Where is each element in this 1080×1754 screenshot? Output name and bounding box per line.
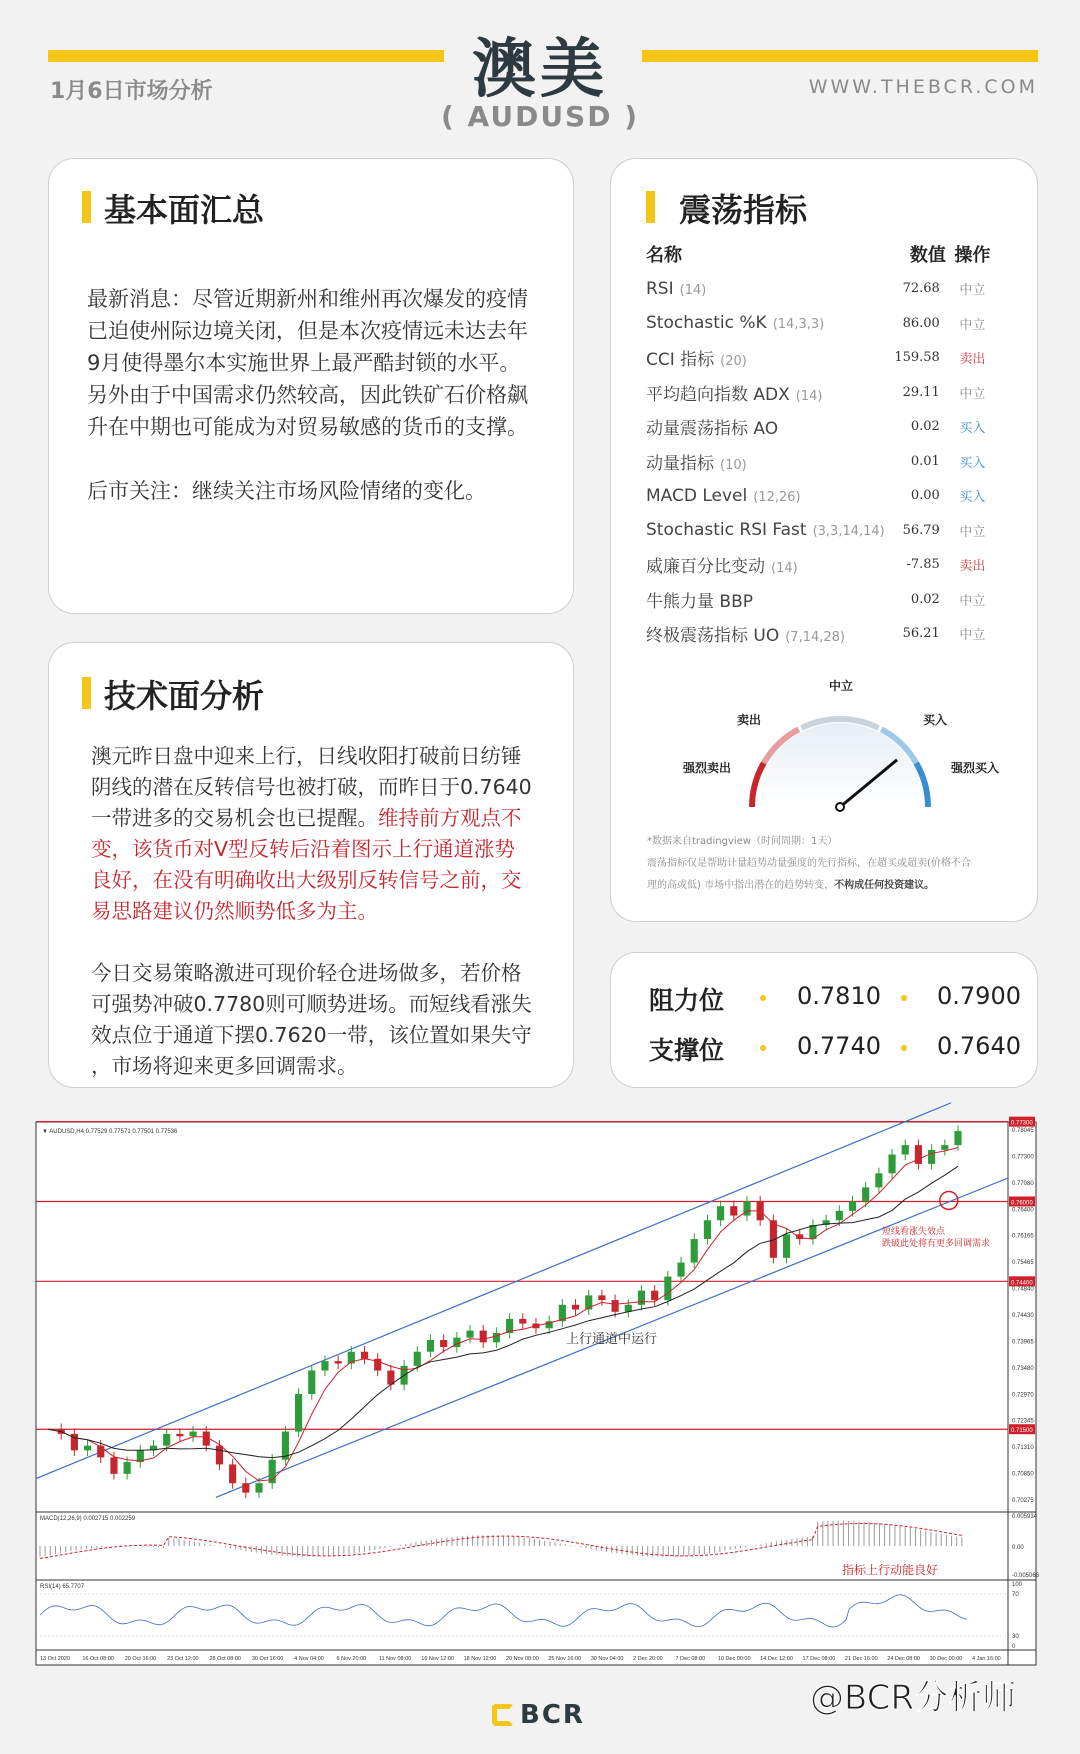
text-line: 最新消息：尽管近期新州和维州再次爆发的疫情: [87, 287, 528, 311]
x-tick-label: 16 Oct 08:00: [82, 1656, 114, 1662]
rsi-tick-label: 30: [1012, 1634, 1019, 1640]
section-marker: [82, 191, 91, 223]
indicator-value: 0.02: [910, 419, 940, 435]
candle-body: [308, 1371, 315, 1394]
page-subtitle: ( AUDUSD ): [440, 100, 640, 133]
indicator-name: [646, 444, 892, 479]
oscillator-note: [647, 831, 1017, 897]
fundamentals-text: [87, 283, 557, 507]
chart-annotation-break: 短线看涨失效点: [882, 1227, 946, 1237]
indicator-action: 中立: [959, 317, 986, 333]
header-action: 操作: [954, 245, 991, 267]
indicator-params: (14): [771, 561, 798, 577]
support-2: 0.7640: [937, 1032, 1021, 1060]
indicator-action: 中立: [959, 283, 986, 299]
y-tick-label: 0.75465: [1012, 1260, 1034, 1267]
indicator-row: [646, 410, 991, 445]
indicator-name: [646, 272, 892, 307]
indicator-label: RSI: [646, 278, 674, 299]
x-tick-label: 14 Dec 12:00: [760, 1656, 793, 1662]
text-line: ，市场将迎来更多回调需求。: [91, 1054, 358, 1078]
indicator-row: [646, 582, 991, 617]
indicator-name: [646, 306, 892, 341]
candle-body: [875, 1173, 882, 1187]
indicator-action: 中立: [959, 386, 986, 402]
weibo-watermark: @BCR分析师: [810, 1678, 1017, 1718]
candle-body: [862, 1187, 869, 1201]
indicator-params: (7,14,28): [785, 630, 845, 646]
table-header-row: [646, 237, 991, 272]
indicator-name: [646, 410, 892, 445]
gauge-label-buy: 买入: [923, 713, 948, 727]
y-tick-label: 0.70275: [1012, 1498, 1034, 1504]
indicator-params: (20): [720, 354, 747, 370]
indicator-action: 卖出: [959, 352, 986, 368]
level-tag-text: 0.74400: [1011, 1280, 1033, 1287]
indicator-params: (14): [679, 282, 707, 298]
text-line: [91, 865, 561, 896]
candle-body: [664, 1277, 671, 1300]
x-tick-label: 4 Nov 04:00: [294, 1656, 324, 1662]
indicator-value: 86.00: [902, 315, 940, 331]
x-tick-label: 10 Dec 00:00: [717, 1656, 751, 1662]
indicator-value: 56.21: [902, 626, 940, 642]
text-line: 今日交易策略激进可现价轻仓进场做多，若价格: [91, 961, 522, 985]
candle-body: [440, 1340, 447, 1347]
indicator-action: 中立: [959, 593, 986, 609]
text-line: 可强势冲破0.7780则可顺势进场。而短线看涨失: [91, 992, 532, 1016]
y-tick-label: 0.74430: [1012, 1313, 1034, 1319]
price-chart: [36, 1120, 1040, 1665]
x-tick-label: 30 Oct 16:00: [251, 1656, 284, 1662]
indicator-params: (3,3,14,14): [812, 524, 885, 540]
note-text: 理的高或低) 市场中指出潜在的趋势转变，: [647, 880, 835, 891]
indicator-label: CCI 指标: [646, 350, 715, 371]
candle-body: [691, 1239, 698, 1262]
indicator-action: 买入: [959, 455, 986, 471]
fundamentals-title: 基本面汇总: [104, 191, 265, 229]
indicator-row: [646, 444, 991, 479]
x-tick-label: 25 Nov 16:00: [548, 1656, 582, 1662]
candle-body: [743, 1201, 750, 1215]
x-tick-label: 16 Nov 12:00: [421, 1656, 454, 1662]
candle-body: [480, 1331, 487, 1343]
candle-body: [941, 1145, 948, 1150]
x-tick-label: 13 Oct 2020: [40, 1656, 70, 1662]
indicator-name: [646, 341, 892, 376]
candle-body: [783, 1234, 790, 1257]
header-value: 数值: [909, 245, 946, 267]
indicator-name: [646, 375, 892, 410]
indicator-row: [646, 375, 991, 410]
support-1: 0.7740: [797, 1032, 881, 1060]
text-line: 升在中期也可能成为对贸易敏感的货币的支撑。: [87, 415, 528, 439]
bcr-logo: BCR: [520, 1700, 585, 1730]
y-tick-label: 0.71310: [1012, 1445, 1034, 1452]
y-tick-label: 0.78045: [1012, 1128, 1034, 1134]
oscillators-card: [610, 158, 1038, 922]
x-tick-label: 6 Nov 20:00: [336, 1656, 367, 1662]
chart-annotation-channel: 上行通道中运行: [566, 1332, 658, 1347]
y-tick-label: 0.74840: [1012, 1286, 1034, 1293]
page-title: 澳美: [472, 33, 608, 107]
indicator-params: (14): [795, 388, 823, 404]
candle-body: [97, 1446, 104, 1458]
indicator-table: [646, 237, 991, 651]
text-line: 效点位于通道下摆0.7620一带，该位置如果失守: [91, 1023, 532, 1047]
level-tag-text: 0.77300: [1011, 1120, 1033, 1127]
technical-text: [91, 741, 561, 1082]
indicator-name: [646, 582, 892, 617]
text-highlight: 良好，在没有明确收出大级别反转信号之前，交: [91, 868, 522, 892]
candle-body: [361, 1352, 368, 1359]
x-tick-label: 21 Dec 16:00: [844, 1656, 878, 1662]
candle-body: [954, 1131, 961, 1145]
rsi-tick-label: 70: [1012, 1592, 1019, 1598]
indicator-row: [646, 272, 991, 307]
gauge-label-strong-buy: 强烈买入: [951, 761, 1000, 775]
macd-tick-label: 0.00: [1012, 1545, 1024, 1551]
chart-annotation-break: 跌破此处将有更多回调需求: [882, 1239, 991, 1249]
indicator-value: 29.11: [902, 384, 940, 400]
candle-body: [229, 1464, 236, 1483]
indicator-value: 0.00: [910, 488, 940, 504]
x-tick-label: 28 Oct 08:00: [209, 1656, 241, 1662]
macd-tick-label: -0.005066: [1012, 1573, 1040, 1579]
y-tick-label: 0.72345: [1012, 1418, 1034, 1425]
outlook-text: 后市关注：继续关注市场风险情绪的变化。: [87, 479, 486, 503]
levels-card: [610, 952, 1038, 1088]
macd-tick-label: 0.005934: [1012, 1514, 1038, 1520]
rsi-tick-label: 0: [1012, 1644, 1016, 1650]
candle-body: [888, 1155, 895, 1174]
indicator-name: [646, 548, 892, 583]
candle-body: [598, 1295, 605, 1300]
x-tick-label: 30 Dec 00:00: [929, 1656, 963, 1662]
candle-body: [176, 1434, 183, 1436]
x-tick-label: 20 Nov 08:00: [506, 1656, 539, 1662]
text-highlight: 维持前方观点不: [378, 806, 522, 830]
candle-body: [295, 1394, 302, 1432]
candle-body: [255, 1483, 262, 1492]
y-tick-label: 0.76400: [1012, 1207, 1034, 1214]
candle-body: [849, 1201, 856, 1210]
text-normal: 阴线的潜在反转信号也被打破，而昨日于0.7640: [91, 775, 532, 799]
fundamentals-card: [48, 158, 574, 614]
candle-body: [677, 1263, 684, 1277]
note-line: [647, 875, 1017, 897]
text-line: 9月使得墨尔本实施世界上最严酷封锁的水平。: [87, 351, 521, 375]
sentiment-gauge: [611, 679, 1039, 819]
candle-body: [572, 1305, 579, 1310]
resistance-label: 阻力位: [649, 986, 725, 1015]
candle-body: [124, 1462, 131, 1474]
candle-body: [466, 1331, 473, 1338]
text-line: [91, 834, 561, 865]
gauge-label-neutral: 中立: [829, 679, 854, 693]
indicator-params: (14,3,3): [772, 317, 825, 333]
bullet-dot: [901, 995, 907, 1001]
indicator-row: [646, 479, 991, 514]
y-tick-label: 0.73480: [1012, 1365, 1034, 1372]
text-line: [91, 896, 561, 927]
indicator-name: [646, 479, 892, 514]
indicator-params: (12,26): [753, 489, 801, 505]
gauge-pivot: [836, 803, 844, 811]
analysis-date: 1月6日市场分析: [50, 79, 213, 104]
indicator-label: 终极震荡指标 UO: [646, 626, 780, 647]
indicator-label: 平均趋向指数 ADX: [646, 384, 790, 405]
indicator-name: [646, 513, 892, 548]
note-line: *数据来自tradingview（时间周期：1天）: [647, 836, 838, 847]
candle-body: [189, 1432, 196, 1437]
indicator-action: 买入: [959, 490, 986, 506]
candle-body: [110, 1457, 117, 1473]
site-url: WWW.THEBCR.COM: [808, 76, 1038, 98]
gauge-fill: [756, 723, 924, 807]
indicator-row: [646, 513, 991, 548]
candle-body: [836, 1211, 843, 1220]
note-bold: 不构成任何投资建议。: [834, 880, 935, 891]
indicator-label: MACD Level: [646, 485, 748, 506]
x-tick-label: 20 Oct 16:00: [124, 1656, 157, 1662]
candle-body: [902, 1145, 909, 1154]
indicator-name: [646, 617, 892, 652]
x-tick-label: 17 Dec 08:00: [802, 1656, 836, 1662]
section-marker: [646, 191, 655, 223]
candle-body: [730, 1206, 737, 1215]
macd-label: MACD(12,26,9) 0.002715 0.002259: [40, 1516, 136, 1522]
bullet-dot: [760, 995, 766, 1001]
level-tag-text: 0.71500: [1011, 1428, 1033, 1435]
candle-body: [519, 1319, 526, 1324]
y-tick-label: 0.70850: [1012, 1471, 1034, 1478]
candle-body: [928, 1150, 935, 1164]
candle-body: [427, 1340, 434, 1352]
indicator-row: [646, 341, 991, 376]
resistance-2: 0.7900: [937, 982, 1021, 1010]
candle-body: [321, 1361, 328, 1370]
technical-card: [48, 642, 574, 1088]
indicator-value: -7.85: [906, 557, 940, 573]
candle-body: [638, 1291, 645, 1305]
indicator-params: (10): [720, 457, 747, 473]
x-tick-label: 23 Oct 12:00: [167, 1656, 199, 1662]
y-tick-label: 0.76165: [1012, 1233, 1034, 1240]
x-tick-label: 7 Dec 08:00: [675, 1656, 706, 1662]
bullet-dot: [901, 1045, 907, 1051]
indicator-value: 0.01: [910, 453, 940, 469]
indicator-value: 0.02: [910, 591, 940, 607]
text-highlight: 变，该货币对V型反转后沿着图示上行通道涨势: [91, 837, 516, 861]
indicator-label: 牛熊力量 BBP: [646, 591, 753, 612]
indicator-row: [646, 617, 991, 652]
support-label: 支撑位: [649, 1036, 725, 1065]
text-line: 另外由于中国需求仍然较高，因此铁矿石价格飙: [87, 383, 528, 407]
x-tick-label: 4 Jan 16:00: [972, 1656, 1001, 1662]
candle-body: [493, 1333, 500, 1342]
candle-body: [242, 1483, 249, 1492]
candle-body: [651, 1291, 658, 1300]
indicator-action: 卖出: [959, 559, 986, 575]
chart-symbol-label: ▼ AUDUSD,H4 0.77529 0.77571 0.77501 0.77536: [42, 1129, 178, 1135]
text-normal: 澳元昨日盘中迎来上行，日线收阳打破前日纺锤: [91, 744, 522, 768]
x-tick-label: 24 Dec 08:00: [887, 1656, 920, 1662]
text-highlight: 易思路建议仍然顺势低多为主。: [91, 899, 378, 923]
candle-body: [717, 1206, 724, 1220]
bullet-dot: [760, 1045, 766, 1051]
indicator-label: 动量指标: [646, 453, 714, 474]
note-line: 震荡指标仅是帮助计量趋势动量强度的先行指标，在超买或超卖(价格不合: [647, 858, 971, 869]
y-tick-label: 0.72970: [1012, 1392, 1034, 1399]
indicator-value: 159.58: [894, 350, 940, 366]
resistance-1: 0.7810: [797, 982, 881, 1010]
candle-body: [163, 1434, 170, 1446]
y-tick-label: 0.77300: [1012, 1154, 1034, 1161]
header-name: 名称: [646, 245, 682, 267]
indicator-row: [646, 306, 991, 341]
indicator-value: 56.79: [902, 522, 940, 538]
indicator-label: 动量震荡指标 AO: [646, 419, 779, 440]
section-marker: [82, 677, 91, 709]
y-tick-label: 0.73965: [1012, 1339, 1034, 1346]
indicator-label: Stochastic %K: [646, 313, 767, 334]
x-tick-label: 18 Nov 12:00: [463, 1656, 497, 1662]
candle-body: [84, 1446, 91, 1451]
indicator-action: 买入: [959, 421, 986, 437]
text-line: [91, 741, 561, 772]
text-normal: 一带进多的交易机会也已提醒。: [91, 806, 378, 830]
rsi-label: RSI(14) 65.7707: [40, 1584, 85, 1590]
candle-body: [335, 1361, 342, 1363]
candle-body: [915, 1145, 922, 1164]
indicator-row: [646, 548, 991, 583]
x-tick-label: 30 Nov 04:00: [590, 1656, 624, 1662]
level-tag-text: 0.76000: [1011, 1200, 1033, 1207]
text-line: [91, 772, 561, 803]
indicator-value: 72.68: [902, 281, 940, 297]
indicator-label: Stochastic RSI Fast: [646, 520, 807, 541]
indicator-label: 威廉百分比变动: [646, 557, 765, 578]
candle-body: [414, 1352, 421, 1366]
oscillators-title: 震荡指标: [679, 191, 808, 229]
text-line: 已迫使州际边境关闭，但是本次疫情远未达去年: [87, 319, 528, 343]
indicator-action: 中立: [959, 628, 986, 644]
chart-frame: [36, 1122, 1036, 1665]
candle-body: [612, 1300, 619, 1312]
chart-annotation-macd: 指标上行动能良好: [842, 1563, 939, 1577]
rsi-tick-label: 100: [1012, 1582, 1023, 1588]
indicator-action: 中立: [959, 524, 986, 540]
candle-body: [216, 1446, 223, 1465]
text-line: [91, 803, 561, 834]
technical-title: 技术面分析: [104, 677, 265, 715]
y-tick-label: 0.77080: [1012, 1180, 1034, 1187]
x-tick-label: 11 Nov 08:00: [378, 1656, 412, 1662]
gauge-label-sell: 卖出: [737, 713, 762, 727]
candle-body: [704, 1220, 711, 1239]
x-tick-label: 2 Dec 20:00: [633, 1656, 663, 1662]
gauge-label-strong-sell: 强烈卖出: [683, 761, 732, 775]
